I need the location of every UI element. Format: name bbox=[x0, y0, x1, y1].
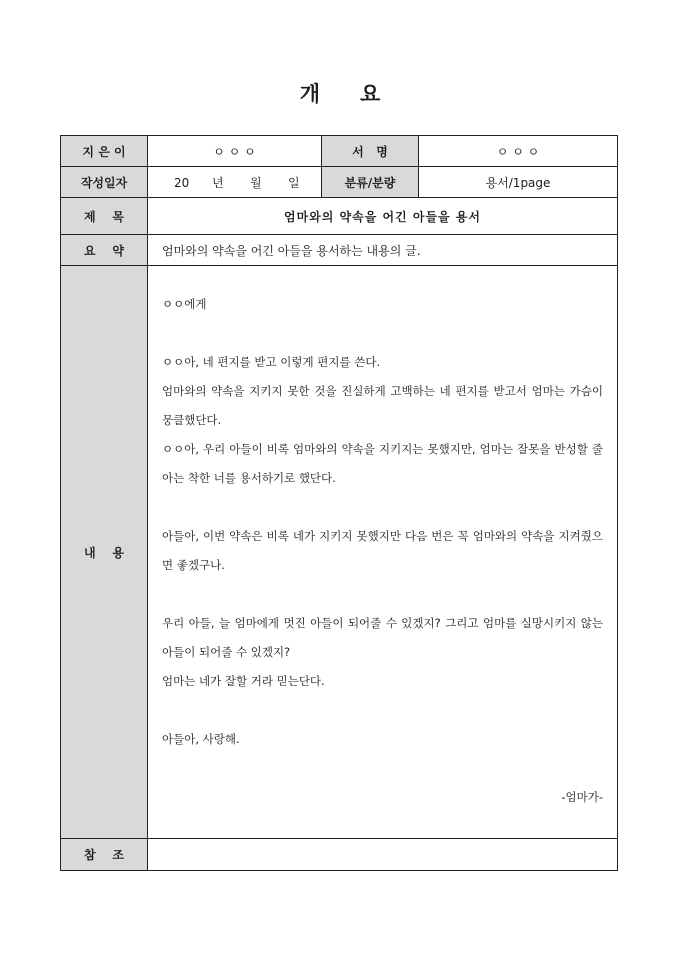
date-year-unit: 년 bbox=[212, 175, 224, 190]
content-body bbox=[148, 266, 618, 839]
reference-value bbox=[148, 839, 618, 871]
title-right: 요 bbox=[360, 81, 381, 106]
content-blank-line bbox=[162, 580, 603, 609]
content-paragraph: 우리 아들, 늘 엄마에게 멋진 아들이 되어줄 수 있겠지? 그리고 엄마를 실망시키지 않는 아들이 되어줄 수 있겠지? bbox=[162, 616, 603, 659]
content-blank-line bbox=[162, 754, 603, 783]
reference-label: 참 조 bbox=[61, 839, 148, 871]
content-label: 내 용 bbox=[61, 266, 148, 839]
row-author bbox=[61, 136, 618, 167]
summary-value: 엄마와의 약속을 어긴 아들을 용서하는 내용의 글. bbox=[148, 235, 618, 266]
date-year: 20 bbox=[174, 175, 190, 190]
outline-table bbox=[60, 135, 618, 871]
signature-value: ㅇ ㅇ ㅇ bbox=[419, 136, 618, 167]
date-day-unit: 일 bbox=[288, 175, 300, 190]
subject-label: 제 목 bbox=[61, 198, 148, 235]
row-subject bbox=[61, 198, 618, 235]
date-month-unit: 월 bbox=[250, 175, 262, 190]
signature-label: 서 명 bbox=[322, 136, 419, 167]
title-left: 개 bbox=[299, 81, 320, 106]
subject-value: 엄마와의 약속을 어긴 아들을 용서 bbox=[148, 198, 618, 235]
row-date bbox=[61, 167, 618, 198]
content-paragraph: ㅇㅇ에게 bbox=[162, 297, 207, 311]
content-paragraphs bbox=[162, 290, 603, 783]
summary-label: 요 약 bbox=[61, 235, 148, 266]
content-paragraph: 엄마와의 약속을 지키지 못한 것을 진실하게 고백하는 네 편지를 받고서 엄마는 가슴이 뭉클했단다. bbox=[162, 384, 603, 427]
category-value: 용서/1page bbox=[419, 167, 618, 198]
author-value: ㅇ ㅇ ㅇ bbox=[148, 136, 322, 167]
content-paragraph: 아들아, 이번 약속은 비록 네가 지키지 못했지만 다음 번은 꼭 엄마와의 약속을 지켜줬으면 좋겠구나. bbox=[162, 529, 603, 572]
row-reference bbox=[61, 839, 618, 871]
content-paragraph: 아들아, 사랑해. bbox=[162, 732, 240, 746]
document-title bbox=[0, 78, 680, 108]
date-value bbox=[148, 167, 322, 198]
content-blank-line bbox=[162, 696, 603, 725]
content-signature: -엄마가- bbox=[561, 790, 603, 804]
content-paragraph: ㅇㅇ아, 네 편지를 받고 이렇게 편지를 쓴다. bbox=[162, 355, 381, 369]
content-blank-line bbox=[162, 493, 603, 522]
row-summary bbox=[61, 235, 618, 266]
date-label: 작성일자 bbox=[61, 167, 148, 198]
row-content bbox=[61, 266, 618, 839]
content-blank-line bbox=[162, 319, 603, 348]
content-paragraph: 엄마는 네가 잘할 거라 믿는단다. bbox=[162, 674, 325, 688]
category-label: 분류/분량 bbox=[322, 167, 419, 198]
author-label: 지 은 이 bbox=[61, 136, 148, 167]
content-paragraph: ㅇㅇ아, 우리 아들이 비록 엄마와의 약속을 지키지는 못했지만, 엄마는 잘못을 반성할 줄 아는 착한 너를 용서하기로 했단다. bbox=[162, 442, 603, 485]
